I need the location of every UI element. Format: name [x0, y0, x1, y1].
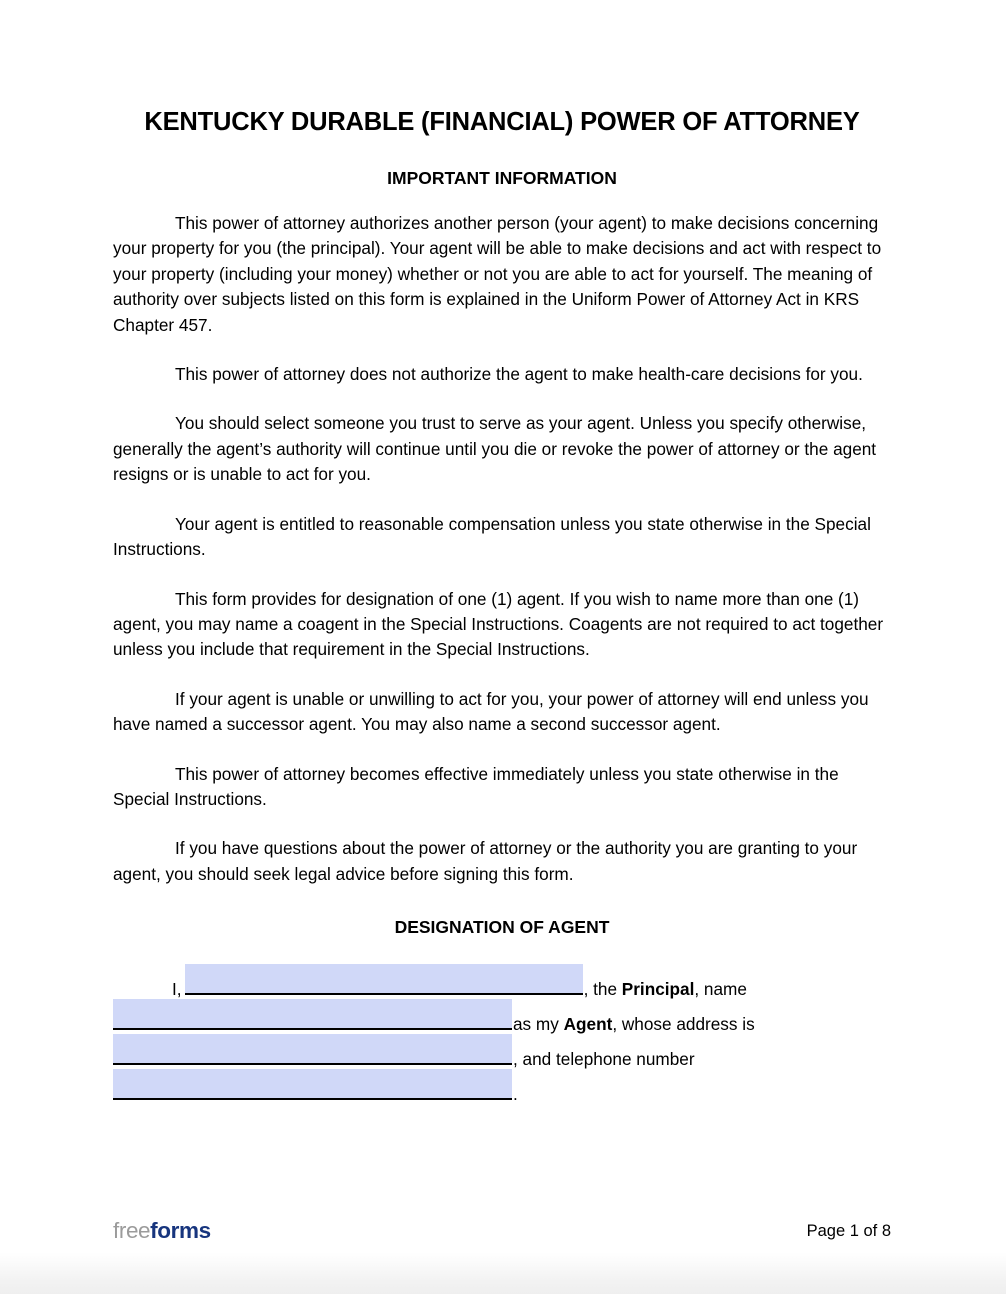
section-heading-important-information: IMPORTANT INFORMATION: [387, 168, 617, 189]
paragraph: This power of attorney authorizes another person (your agent) to make decisions concerning your property for you (the principal). Your agent will be able to make decisions and act with respect to your property (including your money) whether or not you are able to act for yourself. The meaning of authority over subjects listed on this form is explained in the Uniform Power of Attorney Act in KRS Chapter 457.: [113, 213, 882, 335]
designation-of-agent-fields: [113, 938, 891, 1104]
agent-address-trail-label: , and telephone number: [513, 1049, 695, 1070]
paragraph: This power of attorney does not authorize the agent to make health-care decisions for you.: [175, 364, 863, 385]
agent-name-row: [113, 999, 891, 1034]
agent-trail-suffix: , whose address is: [612, 1014, 755, 1035]
freeforms-logo[interactable]: [113, 1216, 211, 1246]
page-number-label: Page 1 of 8: [806, 1222, 891, 1240]
brand-name-forms: forms: [150, 1218, 211, 1243]
principal-name-row: [113, 962, 891, 999]
agent-address-row: [113, 1034, 891, 1069]
paragraph: Your agent is entitled to reasonable compensation unless you state otherwise in the Special Instructions.: [113, 513, 871, 560]
paragraph: This power of attorney becomes effective immediately unless you state otherwise in the Special Instructions.: [113, 763, 839, 809]
page-bottom-edge: [0, 1252, 1006, 1294]
principal-lead-label: I,: [172, 979, 182, 1000]
brand-name-free: free: [113, 1218, 151, 1243]
paragraph: If your agent is unable or unwilling to act for you, your power of attorney will end unless you have named a successor agent. You may also name a second successor agent.: [113, 688, 869, 735]
agent-trail-prefix: as my: [513, 1014, 564, 1035]
section-heading-designation-of-agent: DESIGNATION OF AGENT: [394, 917, 610, 938]
important-information-body: [113, 189, 891, 887]
principal-trail-prefix: , the: [583, 979, 622, 1000]
document-content: [113, 0, 891, 1104]
agent-telephone-row: [113, 1069, 891, 1104]
agent-keyword: Agent: [563, 1014, 613, 1035]
paragraph: You should select someone you trust to serve as your agent. Unless you specify otherwise, generally the agent’s authority will continue until you die or revoke the power of attorney or the agent resigns or is unable to act for you.: [113, 413, 877, 485]
paragraph: This form provides for designation of one (1) agent. If you wish to name more than one (1) agent, you may name a coagent in the Special Instructions. Coagents are not required to act together unless you include that requirement in the Special Instructions.: [113, 588, 884, 660]
agent-telephone-field[interactable]: [113, 1069, 512, 1100]
agent-name-field[interactable]: [113, 999, 512, 1030]
agent-telephone-trail-label: .: [513, 1084, 518, 1105]
page-title: KENTUCKY DURABLE (FINANCIAL) POWER OF ATTORNEY: [144, 108, 860, 136]
principal-name-field[interactable]: [185, 964, 583, 995]
page-footer: [113, 1216, 891, 1246]
principal-trail-suffix: , name: [694, 979, 747, 1000]
paragraph: If you have questions about the power of attorney or the authority you are granting to your agent, you should seek legal advice before signing this form.: [113, 838, 858, 884]
agent-address-field[interactable]: [113, 1034, 512, 1065]
principal-keyword: Principal: [621, 979, 695, 1000]
